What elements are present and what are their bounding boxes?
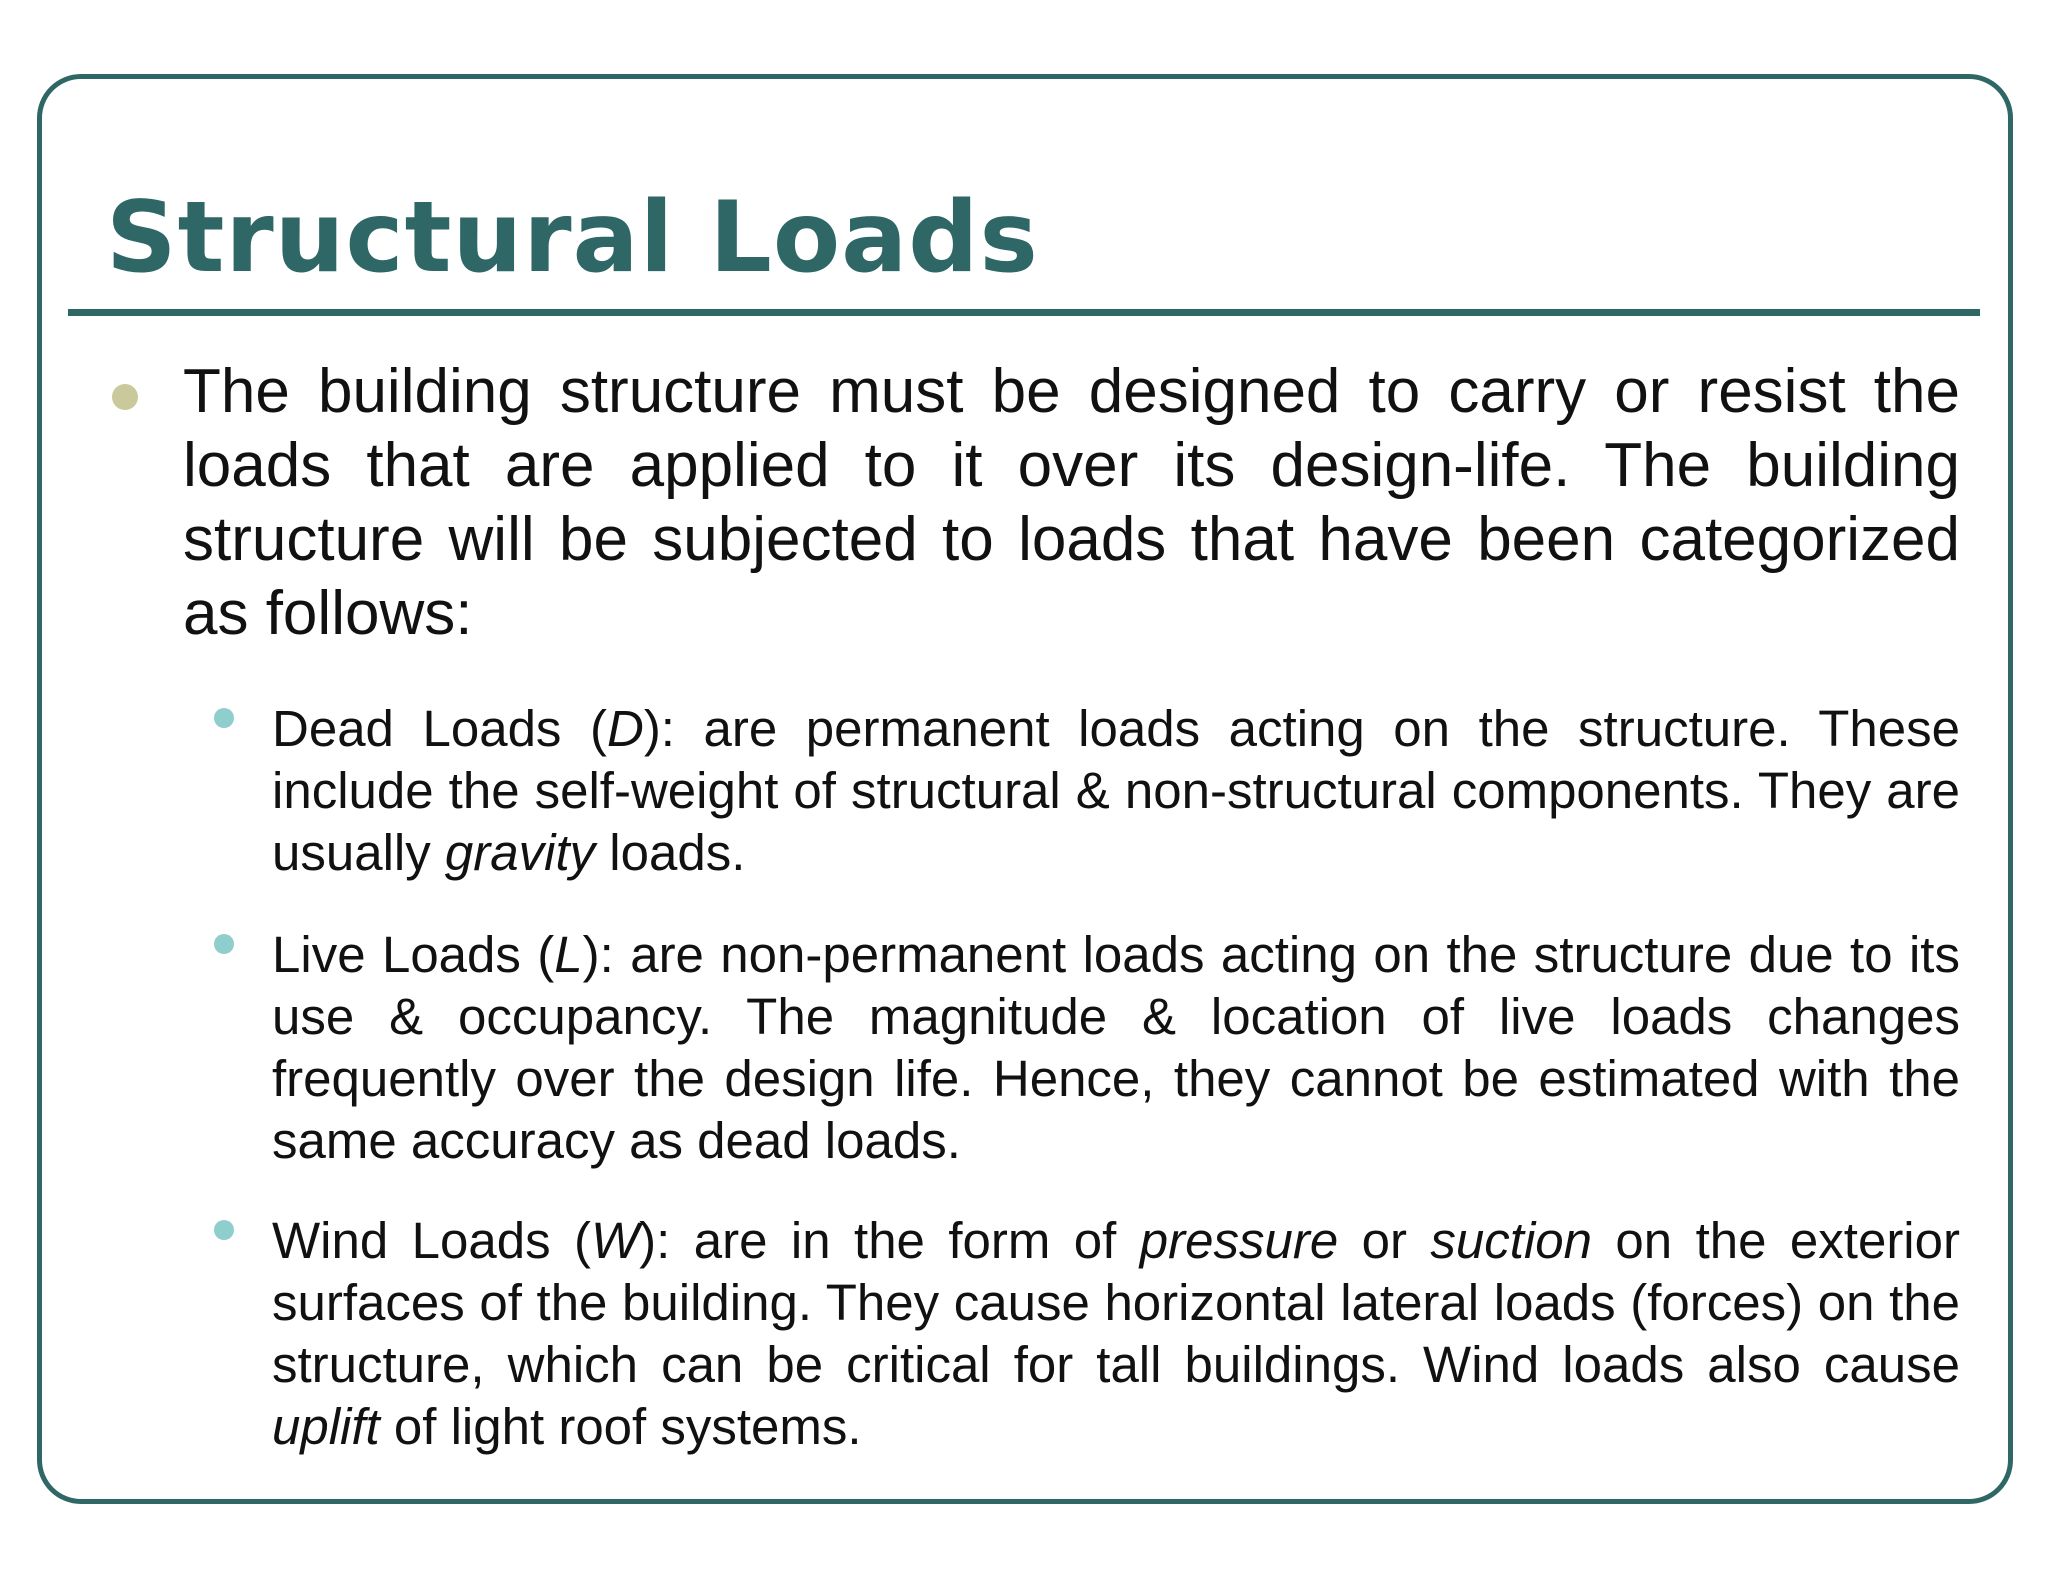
item-text: ): are non-permanent loads acting on the structure due to its use & occupancy. The magnitude & location of live loads changes frequently over the design life. Hence, they cannot be estimated with the same accuracy as dead loads. [272,926,1960,1169]
item-symbol: W [591,1212,640,1269]
item-lead: Live Loads ( [272,926,555,983]
sub-bullet-icon [214,934,234,954]
intro-paragraph: The building structure must be designed to carry or resist the loads that are applied to it over its design-life. The building structure will be subjected to loads that have been categorized as follows: [183,357,1960,648]
item-emphasis: suction [1430,1212,1592,1269]
item-lead: Dead Loads ( [272,700,607,757]
slide-title: Structural Loads [106,181,1039,295]
item-text: loads. [595,824,746,881]
item-text: of light roof systems. [379,1398,862,1455]
item-symbol: D [606,700,644,757]
item-text: ): are in the form of [639,1212,1140,1269]
sub-bullet-icon [214,1220,234,1240]
title-divider [68,309,1980,316]
item-text: or [1338,1212,1431,1269]
wind-loads-item [272,1210,1960,1458]
item-emphasis: uplift [272,1398,380,1455]
main-bullet-icon [112,384,138,410]
item-emphasis: gravity [444,824,596,881]
item-symbol: L [554,926,583,983]
item-text: on the exterior surfaces of the building. They cause horizontal lateral loads (forces) on the structure, which can be critical for tall buildings. Wind loads also cause [272,1212,1960,1393]
item-text: ): are permanent loads acting on the structure. These include the self-weight of structural & non-structural components. They are usually [272,700,1960,881]
item-emphasis: pressure [1139,1212,1339,1269]
item-lead: Wind Loads ( [272,1212,592,1269]
dead-loads-item [272,698,1960,884]
live-loads-item [272,924,1960,1172]
sub-bullet-icon [214,708,234,728]
